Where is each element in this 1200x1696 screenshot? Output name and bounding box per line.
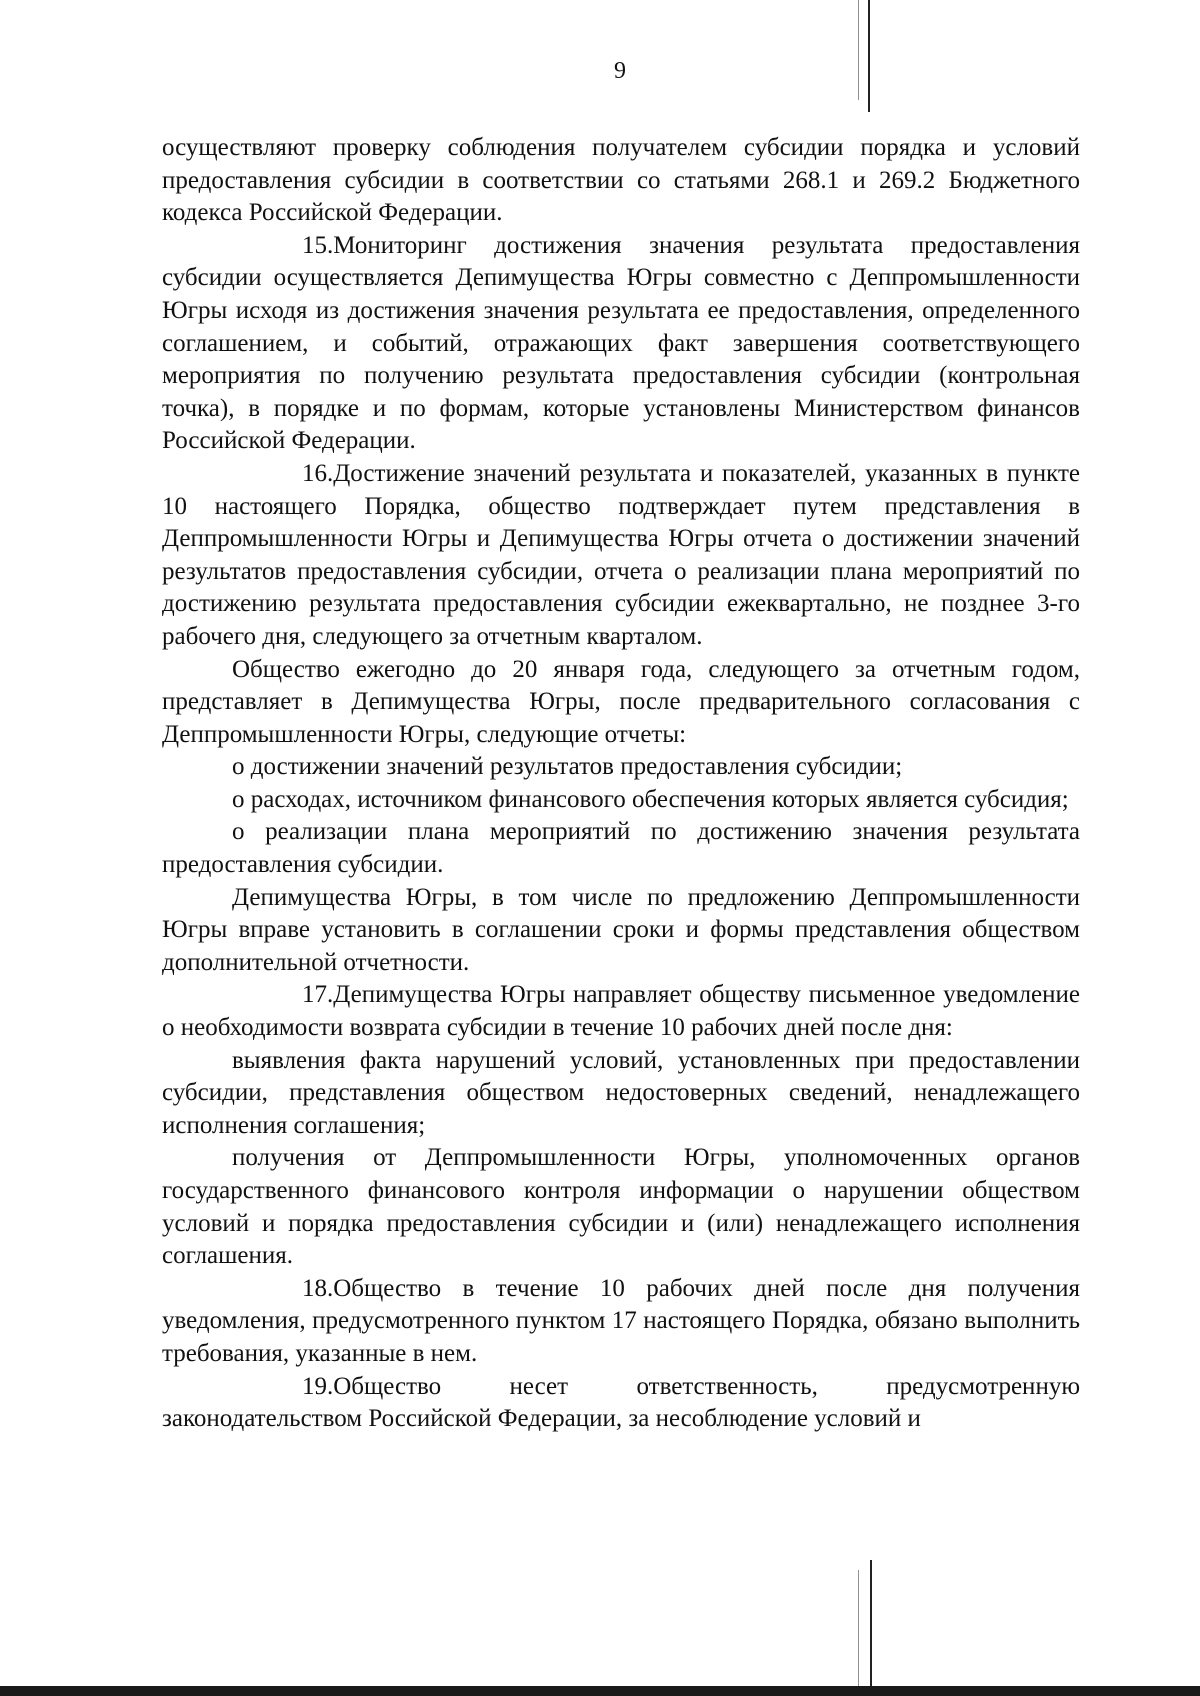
paragraph-continuation: [162, 132, 1080, 230]
paragraph-text: о расходах, источником финансового обеспечения которых является субсидия;: [232, 785, 1069, 813]
scan-line-top-2: [858, 0, 859, 100]
paragraph-text: о достижении значений результатов предоставления субсидии;: [232, 753, 903, 781]
paragraph-text: получения от Деппромышленности Югры, уполномоченных органов государственного финансового контроля информации о нарушении обществом условий и порядка предоставления субсидии и (или) ненадлежащего исполнения соглашения.: [162, 1144, 1080, 1270]
paragraph-number: 18.: [302, 1274, 334, 1302]
paragraph-17: [162, 979, 1080, 1044]
paragraph-text: осуществляют проверку соблюдения получателем субсидии порядка и условий предоставления субсидии в соответствии со статьями 268.1 и 269.2 Бюджетного кодекса Российской Федерации.: [162, 134, 1080, 227]
report-item-results: [162, 751, 1080, 784]
paragraph-16: [162, 458, 1080, 654]
paragraph-text: Мониторинг достижения значения результата предоставления субсидии осуществляется Депимущества Югры совместно с Деппромышленности Югры исходя из достижения значения результата ее предоставления, определенного соглашением, и событий, отражающих факт завершения соответствующего мероприятия по получению результата предоставления субсидии (контрольная точка), в порядке и по формам, которые установлены Министерством финансов Российской Федерации.: [162, 231, 1080, 455]
paragraph-text: Общество ежегодно до 20 января года, следующего за отчетным годом, представляет в Депимущества Югры, после предварительного согласования с Деппромышленности Югры, следующие отчеты:: [162, 655, 1080, 748]
paragraph-number: 17.: [302, 981, 334, 1009]
report-item-expenses: [162, 784, 1080, 817]
paragraph-text: о реализации плана мероприятий по достижению значения результата предоставления субсидии.: [162, 818, 1080, 879]
paragraph-18: [162, 1273, 1080, 1371]
scan-line-bottom-2: [858, 1570, 859, 1690]
paragraph-number: 19.: [302, 1372, 334, 1400]
paragraph-text: Депимущества Югры, в том числе по предложению Деппромышленности Югры вправе установить в соглашении сроки и формы представления обществом дополнительной отчетности.: [162, 883, 1080, 976]
paragraph-text: Общество несет ответственность, предусмотренную законодательством Российской Федерации, за несоблюдение условий и: [162, 1372, 1080, 1433]
scan-line-top: [868, 0, 870, 112]
page-number: 9: [614, 58, 626, 84]
condition-control-info: [162, 1142, 1080, 1272]
report-item-plan: [162, 816, 1080, 881]
paragraph-19: [162, 1371, 1080, 1436]
paragraph-number: 15.: [302, 231, 334, 259]
scan-line-bottom: [870, 1560, 872, 1696]
condition-violations: [162, 1045, 1080, 1143]
paragraph-text: Общество в течение 10 рабочих дней после дня получения уведомления, предусмотренного пунктом 17 настоящего Порядка, обязано выполнить требования, указанные в нем.: [162, 1274, 1080, 1367]
document-body: [162, 132, 1080, 1436]
scan-edge-bottom: [0, 1686, 1200, 1696]
paragraph-annual-reports: [162, 654, 1080, 752]
paragraph-number: 16.: [302, 459, 334, 487]
paragraph-15: [162, 230, 1080, 458]
paragraph-text: Депимущества Югры направляет обществу письменное уведомление о необходимости возврата субсидии в течение 10 рабочих дней после дня:: [162, 981, 1080, 1042]
paragraph-text: выявления факта нарушений условий, установленных при предоставлении субсидии, представления обществом недостоверных сведений, ненадлежащего исполнения соглашения;: [162, 1046, 1080, 1139]
paragraph-text: Достижение значений результата и показателей, указанных в пункте 10 настоящего Порядка, общество подтверждает путем представления в Деппромышленности Югры и Депимущества Югры отчета о достижении значений результатов предоставления субсидии, отчета о реализации плана мероприятий по достижению результата предоставления субсидии ежеквартально, не позднее 3-го рабочего дня, следующего за отчетным кварталом.: [162, 459, 1080, 650]
paragraph-additional-reporting: [162, 882, 1080, 980]
